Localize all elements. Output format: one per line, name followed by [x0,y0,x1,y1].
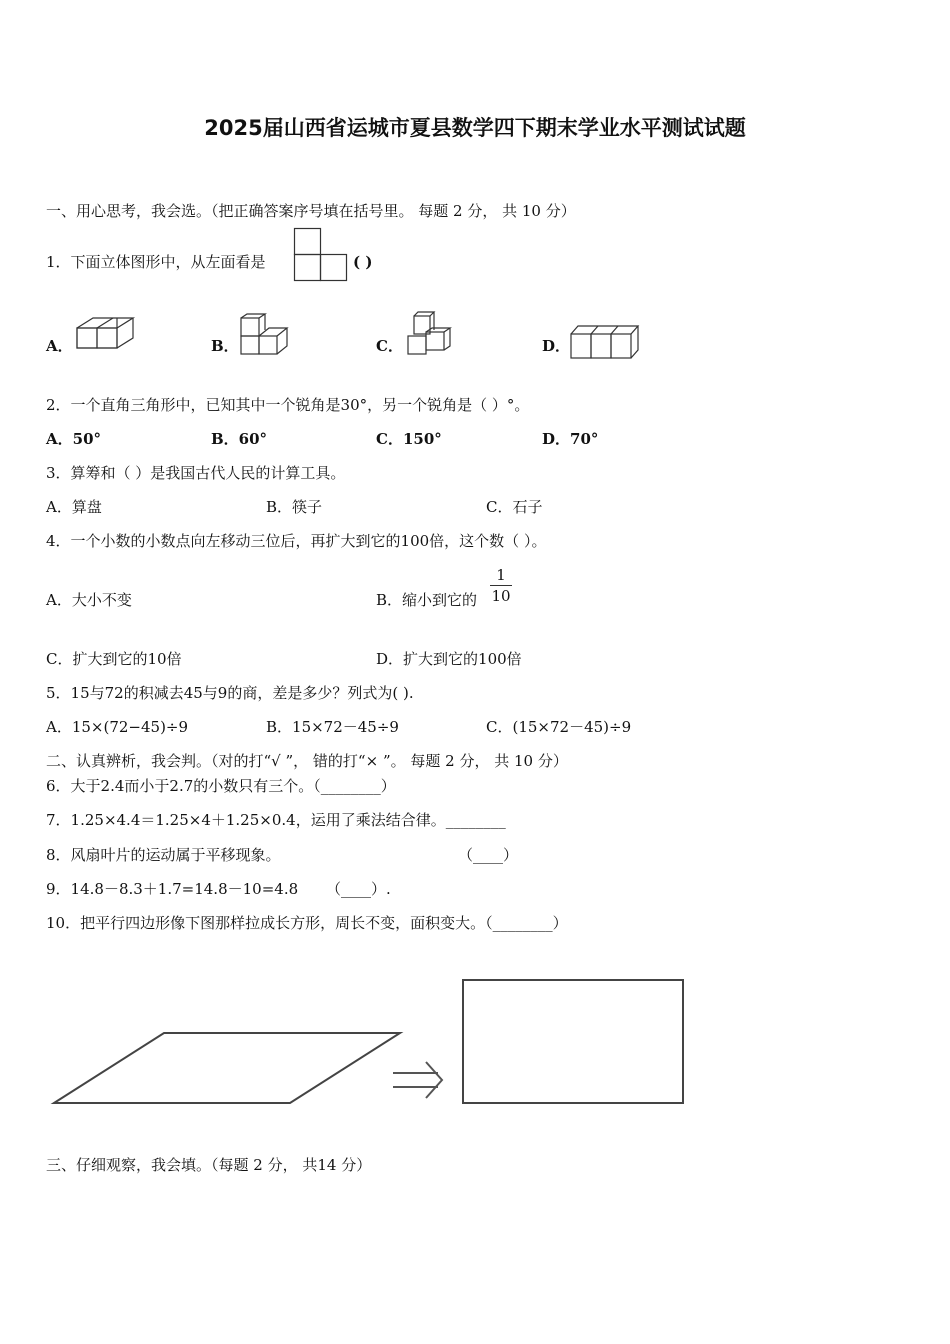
q3-option-b: B．筷子 [266,498,323,516]
q1-text: 1．下面立体图形中，从左面看是 [46,253,266,271]
q3-option-c: C．石子 [486,498,543,516]
double-arrow-icon [393,1062,442,1098]
q7-text: 7．1.25×4.4＝1.25×4＋1.25×0.4，运用了乘法结合律。________ [46,811,506,829]
q1-figure-d [570,322,640,362]
q4-fraction-numerator: 1 [496,566,506,584]
parallelogram-shape [54,1033,400,1103]
q8-blank: （____） [458,846,519,864]
q10-figure [0,960,720,1120]
q4-option-d: D．扩大到它的100倍 [376,650,522,668]
section3-heading: 三、仔细观察，我会填。（每题 2 分， 共14 分） [46,1156,372,1174]
q2-option-c: C．150° [376,430,442,448]
q1-option-d: D． [542,337,571,355]
q4-fraction-denominator: 10 [491,587,511,605]
q4-fraction [490,566,512,605]
q6-text: 6．大于2.4而小于2.7的小数只有三个。（________） [46,777,396,795]
q1-figure-c [405,310,453,358]
q2-option-d: D．70° [542,430,599,448]
q4-option-c: C．扩大到它的10倍 [46,650,182,668]
q5-option-a: A．15×(72−45)÷9 [46,718,189,736]
q1-option-a: A． [46,337,73,355]
q4-fraction-bar [490,585,512,586]
q3-option-a: A．算盘 [46,498,102,516]
q4-option-a: A．大小不变 [46,591,132,609]
q1-option-b: B． [211,337,239,355]
q9-blank: （____）. [326,880,391,898]
q9-text: 9．14.8－8.3＋1.7=14.8－10=4.8 [46,880,299,898]
q1-option-c: C． [376,337,403,355]
q1-paren: ( ) [353,253,373,271]
q1-figure-a [76,314,140,360]
rectangle-shape [463,980,683,1103]
q8-text: 8．风扇叶片的运动属于平移现象。 [46,846,281,864]
section1-heading: 一、用心思考，我会选。（把正确答案序号填在括号里。 每题 2 分， 共 10 分） [46,202,576,220]
q5-text: 5．15与72的积减去45与9的商，差是多少？列式为( ). [46,684,414,702]
section2-heading: 二、认真辨析，我会判。（对的打“√ ”， 错的打“× ”。 每题 2 分， 共 10 分） [46,752,568,770]
page-title: 2025届山西省运城市夏县数学四下期末学业水平测试试题 [204,116,746,140]
q5-option-c: C．(15×72－45)÷9 [486,718,632,736]
q5-option-b: B．15×72－45÷9 [266,718,399,736]
q2-option-a: A．50° [46,430,102,448]
q4-option-b: B．缩小到它的 [376,591,478,609]
q1-left-view-figure [294,228,348,282]
q3-text: 3．算筹和（ ）是我国古代人民的计算工具。 [46,464,346,482]
q10-text: 10．把平行四边形像下图那样拉成长方形，周长不变，面积变大。（________） [46,914,568,932]
q2-text: 2．一个直角三角形中，已知其中一个锐角是30°，另一个锐角是（ ）°。 [46,396,530,414]
q2-option-b: B．60° [211,430,268,448]
q4-text: 4．一个小数的小数点向左移动三位后，再扩大到它的100倍，这个数（ ）。 [46,532,547,550]
q1-figure-b [240,314,292,360]
